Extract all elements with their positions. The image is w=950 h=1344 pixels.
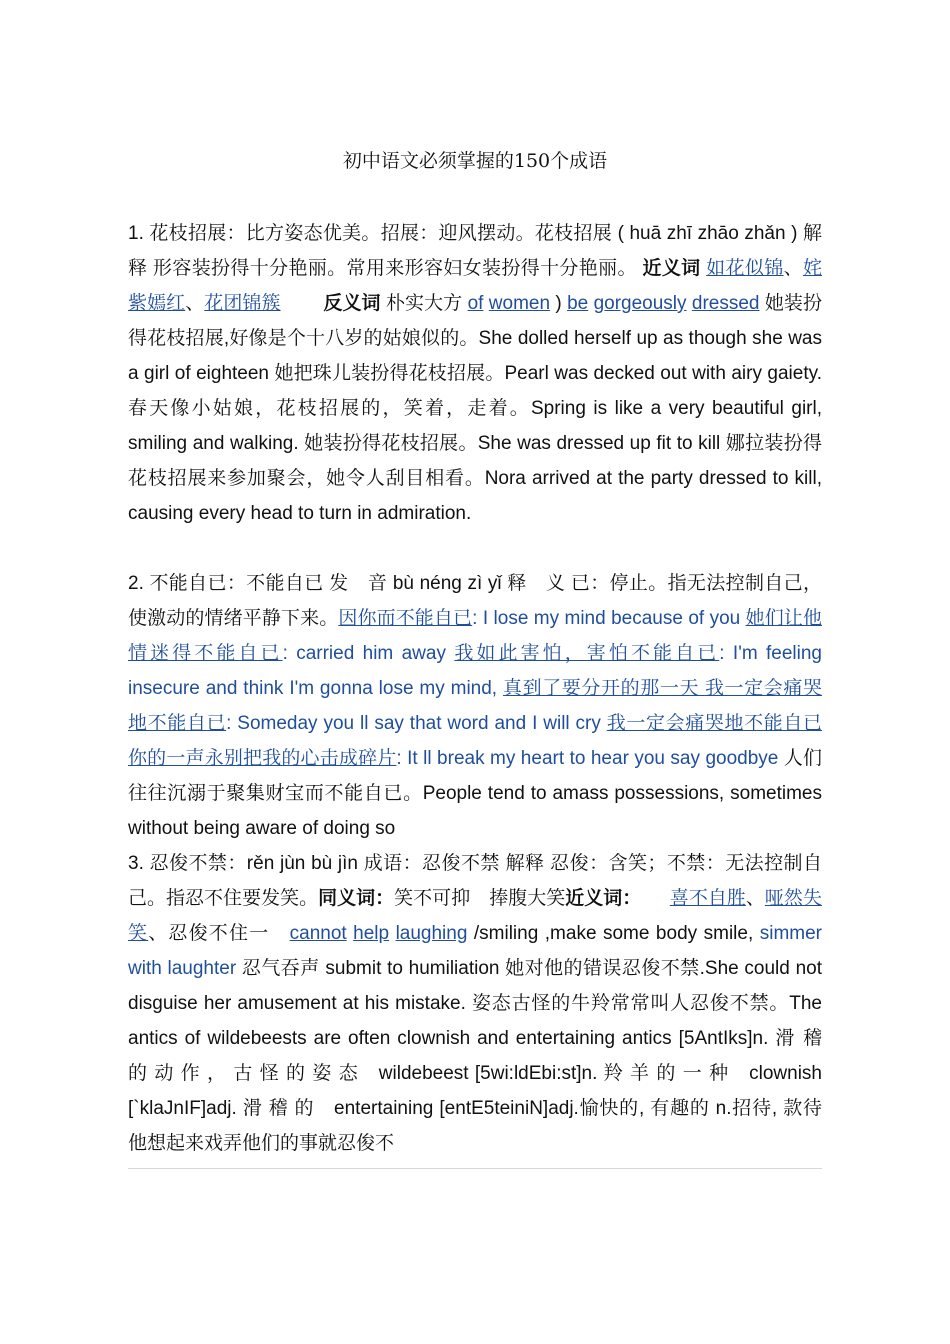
link-lyric-4[interactable]: 真到了要分开的那一天 我一定会痛哭地不能自已	[128, 678, 822, 734]
entry-3-text: 3. 忍俊不禁：rěn jùn bù jìn 成语：忍俊不禁 解释 忍俊：含笑；不禁：无法控制自己。指忍不住要发笑。	[128, 853, 822, 909]
lyric-5-translation: : It ll break my heart to hear you say goodbye	[396, 748, 779, 769]
link-women[interactable]: women	[488, 293, 551, 314]
document-body	[128, 216, 822, 1161]
simmer-phrase: simmer with laughter	[128, 923, 822, 979]
link-lyric-2[interactable]: 她们让他情迷得不能自已	[128, 608, 822, 664]
text-span: 、	[783, 258, 803, 279]
document-title: 初中语文必须掌握的150个成语	[342, 150, 608, 172]
paragraph-gap	[128, 531, 822, 566]
link-laughing[interactable]: laughing	[395, 923, 468, 944]
link-help[interactable]: help	[353, 923, 390, 944]
link-lyric-1[interactable]: 因你而不能自已	[338, 608, 473, 629]
text-span: /smiling ,make some body smile,	[467, 923, 760, 944]
entry-2-paragraph	[128, 566, 822, 846]
link-be[interactable]: be	[567, 293, 589, 314]
link-of[interactable]: of	[467, 293, 484, 314]
entry-1-text: 1. 花枝招展：比方姿态优美。招展：迎风摆动。花枝招展 ( huā zhī zhāo zhǎn ) 解 释 形容装扮得十分艳丽。常用来形容妇女装扮得十分艳丽。	[128, 223, 822, 279]
link-gorgeously[interactable]: gorgeously	[593, 293, 687, 314]
link-xibuzisheng[interactable]: 喜不自胜	[669, 888, 746, 909]
text-span	[281, 293, 324, 314]
lyric-3-translation: : I'm feeling insecure and think I'm gonna lose my mind,	[128, 643, 822, 699]
page-bottom-rule	[128, 1168, 822, 1169]
synonym-heading: 近义词	[642, 258, 701, 279]
synonym-heading-3: 近义词：	[565, 888, 632, 909]
entry-2-text: 2. 不能自已：不能自已 发 音 bù néng zì yǐ 释 义 已：停止。指无法控制自己，使激动的情绪平静下来。	[128, 573, 822, 629]
link-cannot[interactable]: cannot	[289, 923, 347, 944]
entry-1-paragraph	[128, 216, 822, 531]
text-span: 朴实大方	[380, 293, 468, 314]
link-lyric-5[interactable]: 我一定会痛哭地不能自已 你的一声永别把我的心击成碎片	[128, 713, 822, 769]
same-meaning-heading: 同义词：	[318, 888, 395, 909]
entry-3-paragraph	[128, 846, 822, 1161]
link-lyric-3[interactable]: 我如此害怕，害怕不能自已	[454, 643, 720, 664]
lyric-4-translation: : Someday you ll say that word and I will cry	[226, 713, 607, 734]
link-huatuan-jincu[interactable]: 花团锦簇	[204, 293, 281, 314]
entry-3-examples: 忍气吞声 submit to humiliation 她对他的错误忍俊不禁.She could not disguise her amusement at his mistake. 姿态古怪的牛羚常常叫人忍俊不禁。The antics of wildebeests are often clownish and entertaining antics [5AntIks]n. 滑 稽 的 动 作 ， 古 怪 的 姿 态 wildebeest [5wi:ldEbi:st]n. 羚 羊 的 一 种 clownish [`klaJnIF]adj. 滑 稽 的 entertaining [entE5teiniN]adj.愉快的, 有趣的 n.招待, 款待 他想起来戏弄他们的事就忍俊不	[128, 958, 822, 1154]
text-span: 、	[745, 888, 765, 909]
text-span: 、忍俊不住一	[148, 923, 290, 944]
text-span: 笑不可抑 捧腹大笑	[394, 888, 566, 909]
link-yaranshixiao[interactable]: 哑然失笑	[128, 888, 822, 944]
link-ruhuasijin[interactable]: 如花似锦	[706, 258, 784, 279]
lyric-2-translation: : carried him away	[282, 643, 455, 664]
entry-2-examples: 人们往往沉溺于聚集财宝而不能自已。People tend to amass possessions, sometimes without being aware of doing so	[128, 748, 822, 839]
text-span: )	[550, 293, 568, 314]
antonym-heading: 反义词	[323, 293, 381, 314]
entry-1-examples: 她装扮得花枝招展,好像是个十八岁的姑娘似的。She dolled herself up as though she was a girl of eighteen 她把珠儿装扮得花枝招展。Pearl was decked out with airy gaiety. 春天像小姑娘，花枝招展的，笑着，走着。Spring is like a very beautiful girl, smiling and walking. 她装扮得花枝招展。She was dressed up fit to kill 娜拉装扮得花枝招展来参加聚会，她令人刮目相看。Nora arrived at the party dressed to kill, causing every head to turn in admiration.	[128, 293, 822, 524]
link-chazi-yanhong[interactable]: 姹紫嫣红	[128, 258, 822, 314]
text-span	[632, 888, 670, 909]
link-dressed[interactable]: dressed	[691, 293, 760, 314]
lyric-1-translation: : I lose my mind because of you	[472, 608, 746, 629]
text-span: 、	[185, 293, 205, 314]
